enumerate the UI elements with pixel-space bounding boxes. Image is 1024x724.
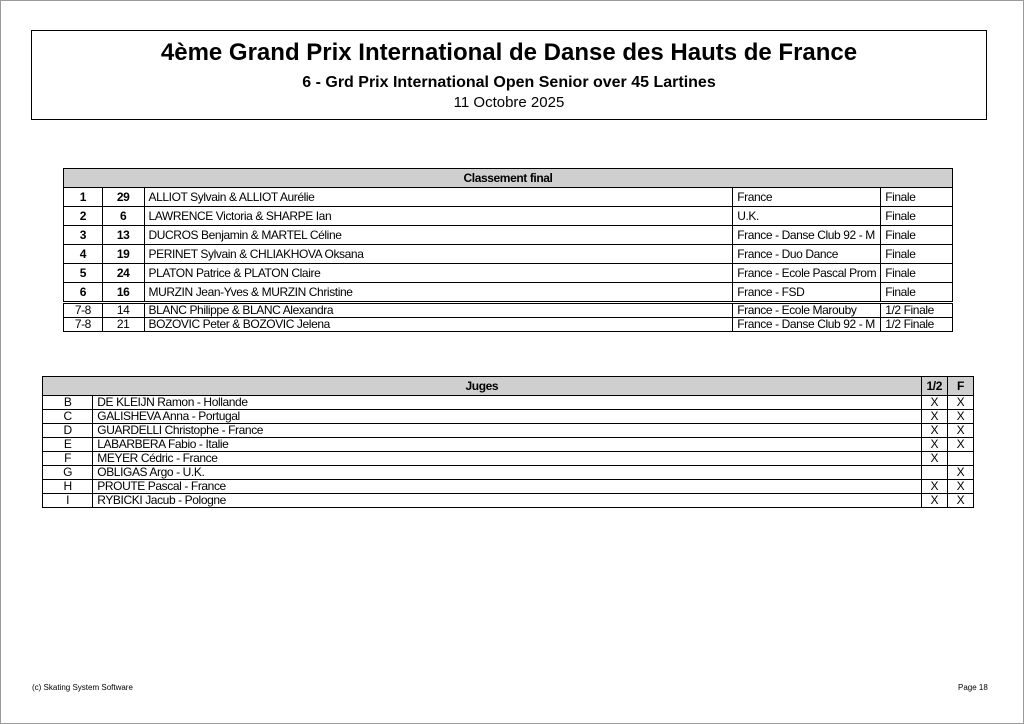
result-rank: 5 <box>64 264 103 283</box>
result-row <box>64 318 953 332</box>
result-round: Finale <box>881 207 953 226</box>
result-club: France - Danse Club 92 - M <box>733 318 881 332</box>
result-number: 13 <box>102 226 144 245</box>
judge-semi-mark: X <box>921 396 947 410</box>
result-number: 29 <box>102 188 144 207</box>
result-couple: DUCROS Benjamin & MARTEL Céline <box>144 226 733 245</box>
judge-letter: C <box>43 410 93 424</box>
result-club: France - FSD <box>733 283 881 302</box>
result-number: 19 <box>102 245 144 264</box>
result-rank: 1 <box>64 188 103 207</box>
result-club: France - Ecole Marouby <box>733 304 881 318</box>
judge-final-mark: X <box>947 438 973 452</box>
result-round: Finale <box>881 245 953 264</box>
result-number: 21 <box>102 318 144 332</box>
result-club: France <box>733 188 881 207</box>
result-couple: PERINET Sylvain & CHLIAKHOVA Oksana <box>144 245 733 264</box>
header-box <box>31 30 987 120</box>
judge-semi-mark: X <box>921 480 947 494</box>
judge-name: DE KLEIJN Ramon - Hollande <box>93 396 921 410</box>
result-round: Finale <box>881 264 953 283</box>
results-table <box>63 168 953 332</box>
judge-letter: D <box>43 424 93 438</box>
footer-page-number: Page 18 <box>958 683 988 692</box>
judge-name: OBLIGAS Argo - U.K. <box>93 466 921 480</box>
judge-final-mark: X <box>947 396 973 410</box>
judge-letter: F <box>43 452 93 466</box>
result-couple: BOZOVIC Peter & BOZOVIC Jelena <box>144 318 733 332</box>
result-rank: 7-8 <box>64 304 103 318</box>
result-row <box>64 264 953 283</box>
result-round: 1/2 Finale <box>881 304 953 318</box>
result-row <box>64 207 953 226</box>
judge-row <box>43 410 974 424</box>
judge-semi-mark: X <box>921 410 947 424</box>
result-couple: PLATON Patrice & PLATON Claire <box>144 264 733 283</box>
result-round: Finale <box>881 188 953 207</box>
final-column-header: F <box>947 377 973 396</box>
judge-letter: G <box>43 466 93 480</box>
judge-semi-mark: X <box>921 438 947 452</box>
result-row <box>64 188 953 207</box>
judge-row <box>43 424 974 438</box>
result-row <box>64 304 953 318</box>
judges-table <box>42 376 974 508</box>
semi-final-column-header: 1/2 <box>921 377 947 396</box>
judge-final-mark: X <box>947 480 973 494</box>
result-rank: 4 <box>64 245 103 264</box>
result-row <box>64 283 953 302</box>
event-subtitle: 6 - Grd Prix International Open Senior over 45 Lartines <box>302 74 716 91</box>
results-heading: Classement final <box>64 169 953 188</box>
page-title: 4ème Grand Prix International de Danse des Hauts de France <box>160 39 858 66</box>
result-couple: BLANC Philippe & BLANC Alexandra <box>144 304 733 318</box>
judge-name: LABARBERA Fabio - Italie <box>93 438 921 452</box>
judge-semi-mark <box>921 466 947 480</box>
result-number: 6 <box>102 207 144 226</box>
judges-heading: Juges <box>43 377 922 396</box>
judge-semi-mark: X <box>921 424 947 438</box>
result-round: 1/2 Finale <box>881 318 953 332</box>
judge-name: GALISHEVA Anna - Portugal <box>93 410 921 424</box>
result-rank: 2 <box>64 207 103 226</box>
result-rank: 6 <box>64 283 103 302</box>
result-club: France - Ecole Pascal Prom <box>733 264 881 283</box>
result-number: 16 <box>102 283 144 302</box>
judge-final-mark <box>947 452 973 466</box>
result-row <box>64 245 953 264</box>
judge-letter: E <box>43 438 93 452</box>
judge-letter: H <box>43 480 93 494</box>
result-row <box>64 226 953 245</box>
result-round: Finale <box>881 283 953 302</box>
judge-name: GUARDELLI Christophe - France <box>93 424 921 438</box>
result-round: Finale <box>881 226 953 245</box>
judge-row <box>43 494 974 508</box>
judge-semi-mark: X <box>921 452 947 466</box>
judge-final-mark: X <box>947 410 973 424</box>
judge-letter: B <box>43 396 93 410</box>
result-number: 24 <box>102 264 144 283</box>
result-number: 14 <box>102 304 144 318</box>
footer-copyright: (c) Skating System Software <box>32 683 133 692</box>
judge-row <box>43 452 974 466</box>
judge-name: MEYER Cédric - France <box>93 452 921 466</box>
event-date: 11 Octobre 2025 <box>453 94 565 111</box>
result-rank: 3 <box>64 226 103 245</box>
judge-name: PROUTE Pascal - France <box>93 480 921 494</box>
judge-letter: I <box>43 494 93 508</box>
result-rank: 7-8 <box>64 318 103 332</box>
judge-semi-mark: X <box>921 494 947 508</box>
result-club: France - Duo Dance <box>733 245 881 264</box>
judge-final-mark: X <box>947 466 973 480</box>
judge-final-mark: X <box>947 424 973 438</box>
result-couple: LAWRENCE Victoria & SHARPE Ian <box>144 207 733 226</box>
result-couple: ALLIOT Sylvain & ALLIOT Aurélie <box>144 188 733 207</box>
result-couple: MURZIN Jean-Yves & MURZIN Christine <box>144 283 733 302</box>
judge-final-mark: X <box>947 494 973 508</box>
judge-row <box>43 396 974 410</box>
judge-row <box>43 466 974 480</box>
judge-row <box>43 480 974 494</box>
result-club: U.K. <box>733 207 881 226</box>
judge-name: RYBICKI Jacub - Pologne <box>93 494 921 508</box>
judge-row <box>43 438 974 452</box>
result-club: France - Danse Club 92 - M <box>733 226 881 245</box>
